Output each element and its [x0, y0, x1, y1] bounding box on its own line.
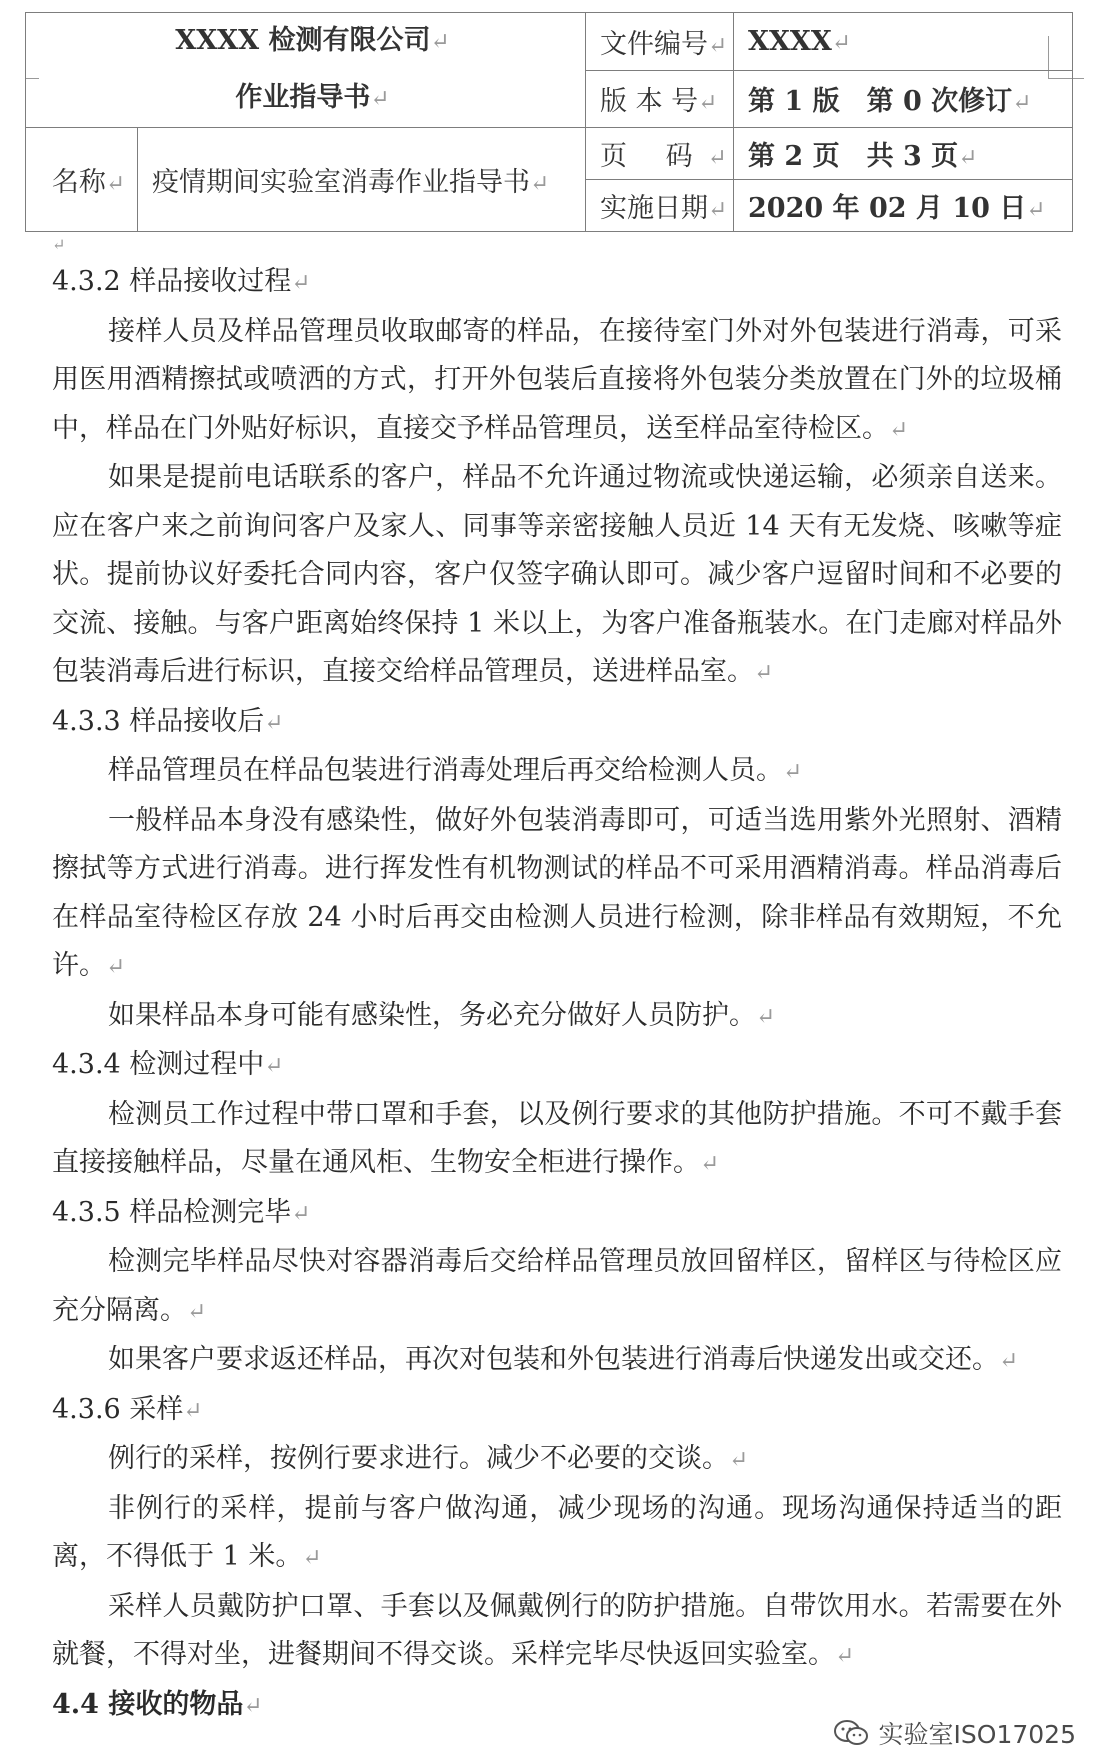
body-paragraph: 检测员工作过程中带口罩和手套，以及例行要求的其他防护措施。不可不戴手套直接接触样品，尽量在通风柜、生物安全柜进行操作。↵ [52, 1098, 1062, 1178]
body-paragraph: 接样人员及样品管理员收取邮寄的样品，在接待室门外对外包装进行消毒，可采用医用酒精擦拭或喷洒的方式，打开外包装后直接将外包装分类放置在门外的垃圾桶中，样品在门外贴好标识，直接交予样品管理员，送至样品室待检区。↵ [52, 315, 1062, 444]
section-heading: 4.3.4 检测过程中↵ [52, 1049, 284, 1080]
body-paragraph: 例行的采样，按例行要求进行。减少不必要的交谈。↵ [108, 1443, 749, 1474]
name-label-cell: 名称↵ [26, 128, 138, 232]
section-heading: 4.4 接收的物品↵ [52, 1688, 263, 1720]
version-value-cell: 第 1 版 第 0 次修订↵ [734, 70, 1073, 128]
section-heading: 4.3.3 样品接收后↵ [52, 705, 284, 737]
section-heading: 4.3.5 样品检测完毕↵ [52, 1196, 311, 1228]
document-body [52, 232, 1062, 1730]
body-paragraph: 样品管理员在样品包装进行消毒处理后再交给检测人员。↵ [108, 755, 803, 786]
watermark [833, 1715, 1076, 1751]
wechat-icon [833, 1719, 869, 1747]
company-cell: XXXX 检测有限公司↵ 作业指导书↵ [26, 13, 586, 128]
section-heading: 4.3.2 样品接收过程↵ [52, 266, 311, 297]
body-paragraph: 如果样品本身可能有感染性，务必充分做好人员防护。↵ [108, 999, 776, 1031]
document-type: 作业指导书 [235, 82, 371, 113]
page-label-cell: 页 码↵ [586, 128, 734, 180]
name-value-cell: 疫情期间实验室消毒作业指导书↵ [138, 128, 586, 232]
body-paragraph: 如果客户要求返还样品，再次对包装和外包装进行消毒后快递发出或交还。↵ [108, 1344, 1019, 1375]
file-number-label-cell: 文件编号↵ [586, 13, 734, 71]
page-value-cell: 第 2 页 共 3 页↵ [734, 128, 1073, 180]
body-paragraph: 如果是提前电话联系的客户，样品不允许通过物流或快递运输，必须亲自送来。应在客户来之前询问客户及家人、同事等亲密接触人员近 14 天有无发烧、咳嗽等症状。提前协议好委托合同内容，客户仅签字确认即可。减少客户逗留时间和不必要的交流、接触。与客户距离始终保持 1 米以上，为客户准备瓶装水。在门走廊对样品外包装消毒后进行标识，直接交给样品管理员，送进样品室。↵ [52, 462, 1062, 687]
date-value-cell: 2020 年 02 月 10 日↵ [734, 180, 1073, 232]
date-label-cell: 实施日期↵ [586, 180, 734, 232]
document-header-table [25, 12, 1073, 232]
company-name: XXXX 检测有限公司 [175, 25, 431, 56]
body-paragraph: 非例行的采样，提前与客户做沟通，减少现场的沟通。现场沟通保持适当的距离，不得低于 1 米。↵ [52, 1492, 1062, 1572]
body-paragraph: 采样人员戴防护口罩、手套以及佩戴例行的防护措施。自带饮用水。若需要在外就餐，不得对坐，进餐期间不得交谈。采样完毕尽快返回实验室。↵ [52, 1590, 1062, 1670]
empty-paragraph: ↵ [52, 235, 66, 254]
section-heading: 4.3.6 采样↵ [52, 1393, 203, 1425]
version-label-cell: 版 本 号↵ [586, 70, 734, 128]
body-paragraph: 一般样品本身没有感染性，做好外包装消毒即可，可适当选用紫外光照射、酒精擦拭等方式进行消毒。进行挥发性有机物测试的样品不可采用酒精消毒。样品消毒后在样品室待检区存放 24 小时后再交由检测人员进行检测，除非样品有效期短，不允许。↵ [52, 804, 1062, 981]
watermark-text: 实验室ISO17025 [878, 1720, 1076, 1749]
body-paragraph: 检测完毕样品尽快对容器消毒后交给样品管理员放回留样区，留样区与待检区应充分隔离。↵ [52, 1246, 1062, 1326]
file-number-value-cell: XXXX↵ [734, 13, 1073, 71]
